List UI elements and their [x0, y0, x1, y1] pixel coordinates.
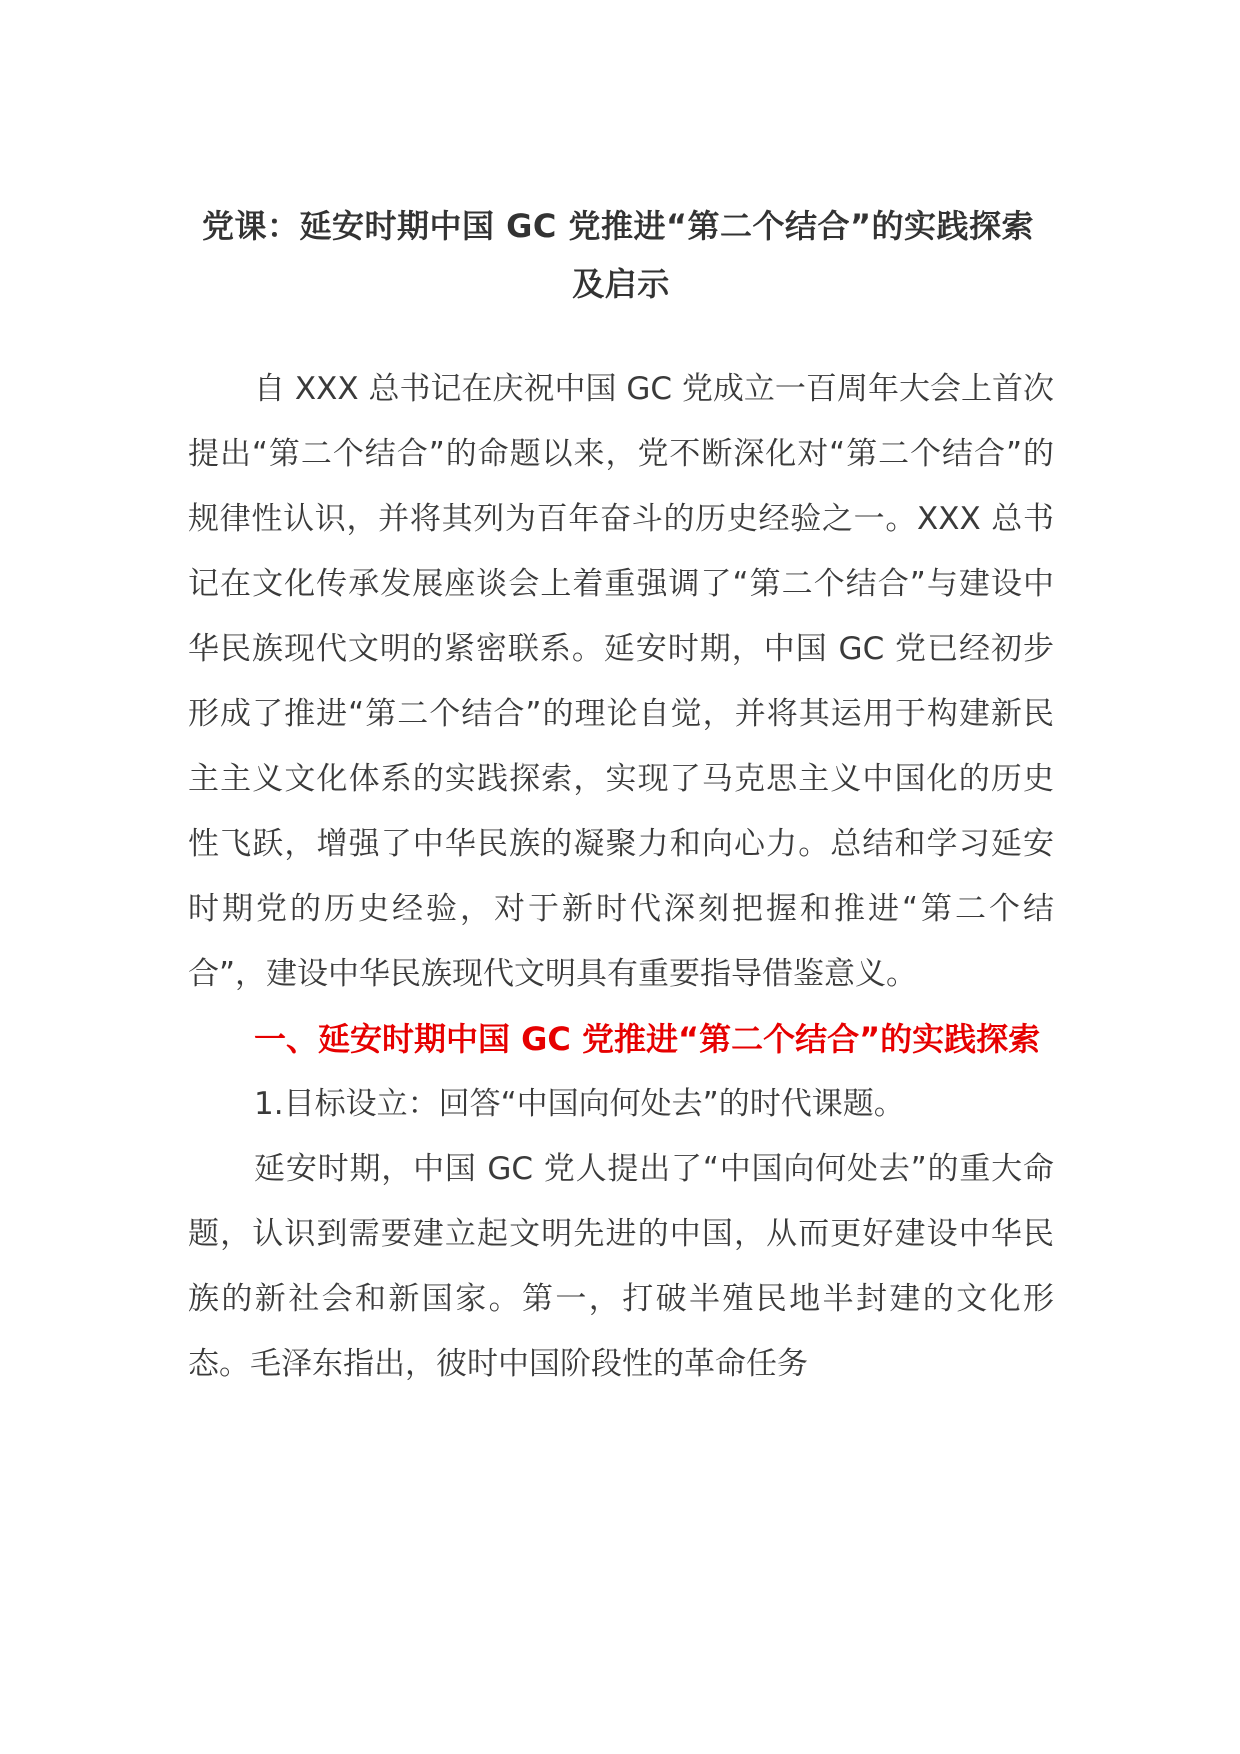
intro-paragraph: 自 XXX 总书记在庆祝中国 GC 党成立一百周年大会上首次提出“第二个结合”的命题以来，党不断深化对“第二个结合”的规律性认识，并将其列为百年奋斗的历史经验之一。XXX 总书记在文化传承发展座谈会上着重强调了“第二个结合”与建设中华民族现代文明的紧密联系。延安时期，中国 GC 党已经初步形成了推进“第二个结合”的理论自觉，并将其运用于构建新民主主义文化体系的实践探索，实现了马克思主义中国化的历史性飞跃，增强了中华民族的凝聚力和向心力。总结和学习延安时期党的历史经验，对于新时代深刻把握和推进“第二个结合”，建设中华民族现代文明具有重要指导借鉴意义。	[188, 371, 1054, 992]
title-line-1: 党课：延安时期中国 GC 党推进“第二个结合”的实践探索	[201, 207, 1035, 245]
document-title	[188, 197, 1054, 313]
subsection-heading-1: 1.目标设立：回答“中国向何处去”的时代课题。	[254, 1086, 905, 1122]
subsection-paragraph-1: 延安时期，中国 GC 党人提出了“中国向何处去”的重大命题，认识到需要建立起文明先进的中国，从而更好建设中华民族的新社会和新国家。第一，打破半殖民地半封建的文化形态。毛泽东指出，彼时中国阶段性的革命任务	[188, 1151, 1054, 1382]
document-page	[188, 197, 1054, 1397]
section-heading-1: 一、延安时期中国 GC 党推进“第二个结合”的实践探索	[254, 1020, 1041, 1058]
title-line-2: 及启示	[572, 265, 670, 303]
title-spacer	[188, 313, 1054, 357]
